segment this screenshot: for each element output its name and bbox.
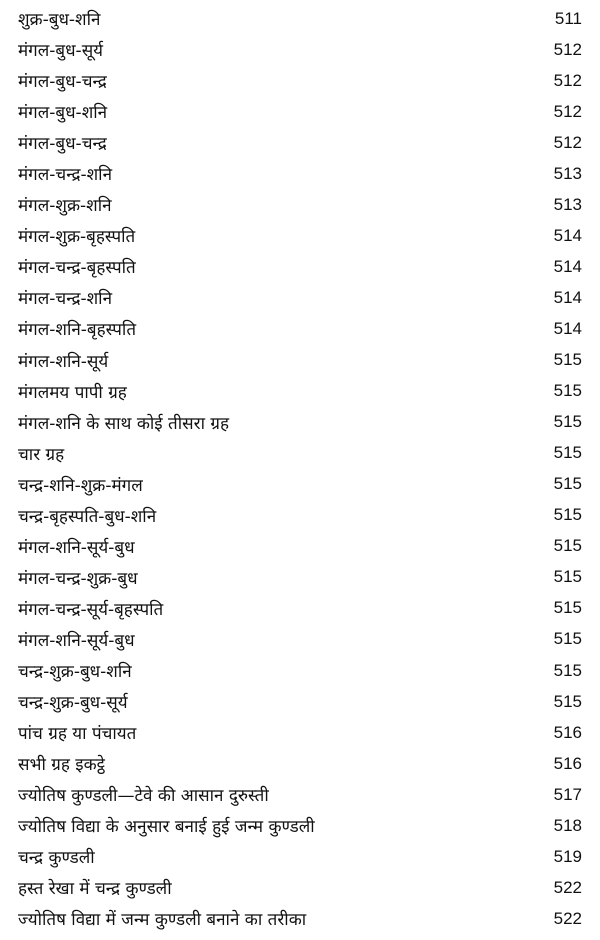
entry-title: मंगल-शनि-सूर्य-बुध (18, 537, 135, 558)
entry-page-number: 512 (553, 70, 582, 90)
entry-title: ज्योतिष कुण्डली—टेवे की आसान दुरुस्ती (18, 786, 269, 807)
entry-page-number: 513 (553, 163, 582, 183)
entry-page-number: 515 (553, 691, 582, 711)
entry-title: मंगल-चन्द्र-सूर्य-बृहस्पति (18, 599, 164, 620)
table-of-contents (16, 3, 584, 934)
entry-title: पांच ग्रह या पंचायत (18, 724, 137, 745)
entry-page-number: 514 (553, 318, 582, 338)
entry-title: सभी ग्रह इकट्ठे (18, 755, 105, 776)
toc-entry (16, 717, 584, 748)
entry-title: मंगल-बुध-सूर्य (18, 41, 104, 62)
entry-page-number: 517 (553, 784, 582, 804)
entry-page-number: 515 (553, 567, 582, 587)
toc-entry (16, 96, 584, 127)
toc-entry (16, 282, 584, 313)
entry-title: मंगल-चन्द्र-शनि (18, 289, 113, 310)
toc-entry (16, 3, 584, 34)
toc-entry (16, 624, 584, 655)
toc-entry (16, 903, 584, 934)
entry-title: मंगल-चन्द्र-शुक्र-बुध (18, 568, 138, 589)
entry-page-number: 515 (553, 474, 582, 494)
entry-page-number: 516 (553, 722, 582, 742)
toc-entry (16, 841, 584, 872)
toc-entry (16, 251, 584, 282)
entry-page-number: 511 (554, 8, 582, 28)
entry-title: चन्द्र-बृहस्पति-बुध-शनि (18, 506, 157, 527)
entry-page-number: 522 (553, 877, 582, 897)
entry-page-number: 514 (553, 256, 582, 276)
entry-page-number: 516 (553, 753, 582, 773)
entry-page-number: 515 (553, 443, 582, 463)
entry-page-number: 515 (553, 381, 582, 401)
toc-entry (16, 65, 584, 96)
entry-title: मंगल-चन्द्र-बृहस्पति (18, 258, 136, 279)
entry-title: मंगल-शनि-सूर्य-बुध (18, 630, 135, 651)
entry-page-number: 515 (553, 505, 582, 525)
entry-page-number: 515 (553, 412, 582, 432)
entry-title: ज्योतिष विद्या के अनुसार बनाई हुई जन्म कुण्डली (18, 817, 315, 838)
toc-entry (16, 686, 584, 717)
toc-entry (16, 220, 584, 251)
toc-entry (16, 500, 584, 531)
entry-title: मंगल-बुध-शनि (18, 103, 108, 124)
entry-title: चन्द्र-शनि-शुक्र-मंगल (18, 475, 143, 496)
toc-entry (16, 127, 584, 158)
entry-page-number: 514 (553, 287, 582, 307)
toc-entry (16, 189, 584, 220)
entry-title: हस्त रेखा में चन्द्र कुण्डली (18, 879, 172, 900)
toc-entry (16, 438, 584, 469)
toc-entry (16, 158, 584, 189)
toc-entry (16, 531, 584, 562)
entry-title: मंगलमय पापी ग्रह (18, 382, 127, 403)
entry-page-number: 515 (553, 536, 582, 556)
entry-title: मंगल-बुध-चन्द्र (18, 134, 107, 155)
entry-title: मंगल-बुध-चन्द्र (18, 72, 107, 93)
entry-title: ज्योतिष विद्या में जन्म कुण्डली बनाने का तरीका (18, 910, 307, 931)
entry-page-number: 515 (553, 350, 582, 370)
entry-page-number: 518 (553, 815, 582, 835)
entry-title: चन्द्र-शुक्र-बुध-सूर्य (18, 693, 128, 714)
entry-title: मंगल-शनि-बृहस्पति (18, 320, 137, 341)
entry-page-number: 514 (553, 225, 582, 245)
entry-title: चार ग्रह (18, 444, 65, 465)
entry-title: शुक्र-बुध-शनि (18, 10, 101, 31)
toc-entry (16, 562, 584, 593)
entry-page-number: 515 (553, 629, 582, 649)
toc-entry (16, 469, 584, 500)
entry-page-number: 519 (553, 846, 582, 866)
entry-title: मंगल-शनि के साथ कोई तीसरा ग्रह (18, 413, 229, 434)
toc-entry (16, 407, 584, 438)
entry-page-number: 515 (553, 660, 582, 680)
entry-title: मंगल-शुक्र-शनि (18, 196, 112, 217)
toc-entry (16, 345, 584, 376)
toc-entry (16, 313, 584, 344)
entry-page-number: 515 (553, 598, 582, 618)
entry-page-number: 512 (553, 101, 582, 121)
entry-page-number: 513 (553, 194, 582, 214)
entry-page-number: 522 (553, 908, 582, 928)
toc-entry (16, 34, 584, 65)
entry-page-number: 512 (553, 39, 582, 59)
entry-title: मंगल-शनि-सूर्य (18, 351, 109, 372)
toc-entry (16, 655, 584, 686)
entry-title: चन्द्र-शुक्र-बुध-शनि (18, 662, 132, 682)
toc-entry (16, 593, 584, 624)
toc-entry (16, 779, 584, 810)
toc-entry (16, 872, 584, 903)
entry-title: मंगल-शुक्र-बृहस्पति (18, 227, 136, 248)
entry-title: मंगल-चन्द्र-शनि (18, 165, 113, 186)
toc-entry (16, 748, 584, 779)
entry-page-number: 512 (553, 132, 582, 152)
toc-entry (16, 810, 584, 841)
entry-title: चन्द्र कुण्डली (18, 848, 95, 869)
toc-entry (16, 376, 584, 407)
